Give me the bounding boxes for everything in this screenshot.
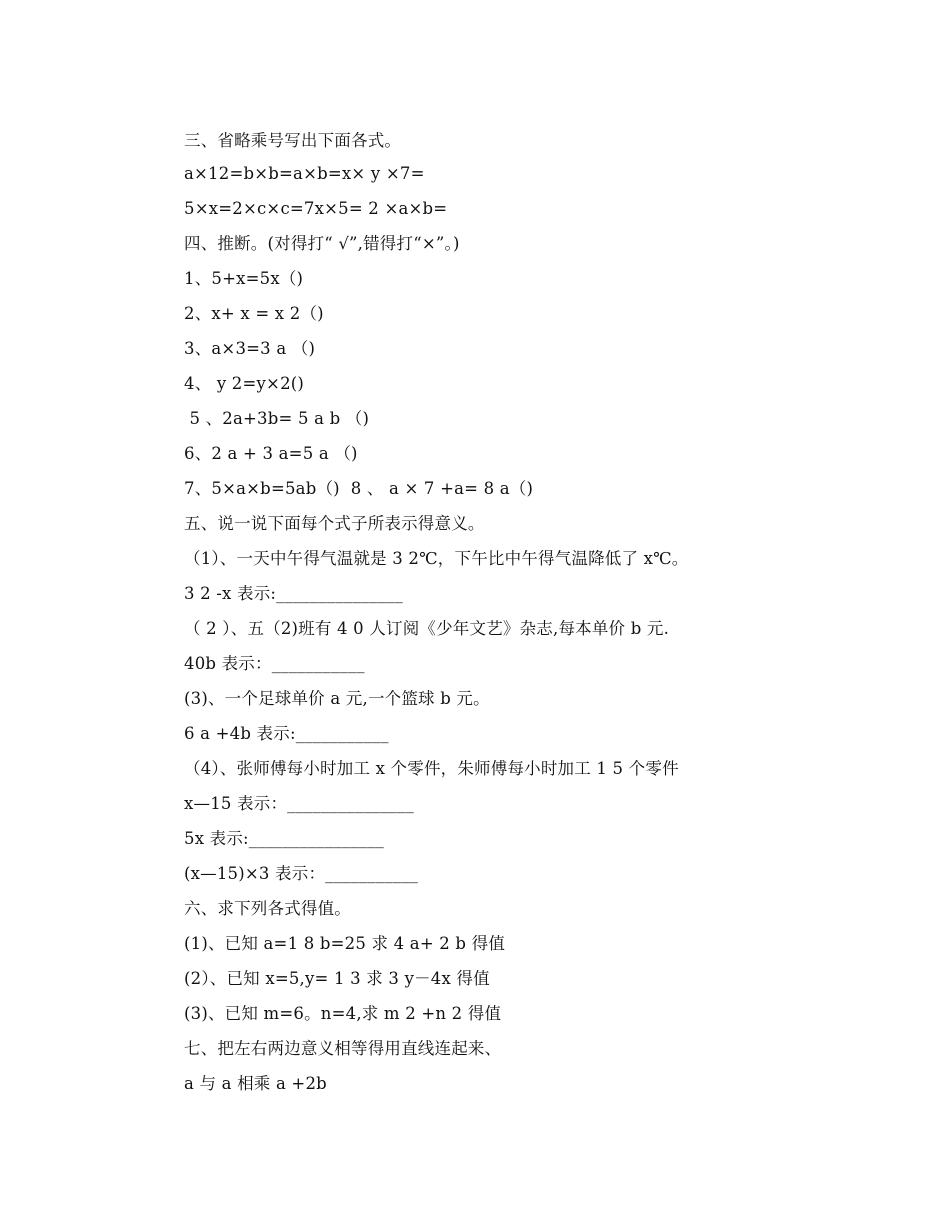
section-3-expressions-row-1: a×12=b×b=a×b=x× y ×7=: [184, 164, 425, 183]
section-6-q1: (1)、已知 a=1 8 b=25 求 4 a+ 2 b 得值: [184, 934, 506, 953]
section-4-item-4: 4、 y 2=y×2(): [184, 374, 305, 393]
section-5-q4-answer-3: (x—15)×3 表示：___________: [184, 864, 419, 883]
section-5-q4-answer-1: x—15 表示：_______________: [184, 794, 414, 813]
section-6-q2: (2）、已知 x=5,y= 1 3 求 3 y－4x 得值: [184, 969, 490, 988]
section-5-heading: 五、说一说下面每个式子所表示得意义。: [184, 514, 485, 533]
section-4-item-2: 2、x+ x = x 2（): [184, 304, 324, 323]
section-5-q2-answer: 40b 表示：___________: [184, 654, 365, 673]
section-4-item-7-8: 7、5×a×b=5ab（) 8 、 a × 7 +a= 8 a（): [184, 479, 534, 498]
section-6-heading: 六、求下列各式得值。: [184, 899, 351, 918]
section-5-q3-answer: 6 a +4b 表示:___________: [184, 724, 389, 743]
section-4-item-5: 5 、2a+3b= 5 a b （): [184, 409, 370, 428]
section-5-q1-answer: 3 2 -x 表示:_______________: [184, 584, 403, 603]
section-5-q3: (3)、一个足球单价 a 元,一个篮球 b 元。: [184, 689, 490, 708]
section-4-item-6: 6、2 a + 3 a=5 a （): [184, 444, 358, 463]
section-7-item-1: a 与 a 相乘 a +2b: [184, 1074, 327, 1093]
section-4-heading: 四、推断。(对得打“ √”,错得打“×”。): [184, 234, 460, 253]
section-6-q3: (3)、已知 m=6。n=4,求 m 2 +n 2 得值: [184, 1004, 502, 1023]
section-7-heading: 七、把左右两边意义相等得用直线连起来、: [184, 1039, 502, 1058]
section-5-q1: （1）、一天中午得气温就是 3 2℃，下午比中午得气温降低了 x℃。: [184, 549, 689, 568]
section-5-q2: （ 2 ）、五（2)班有 4 0 人订阅《少年文艺》杂志,每本单价 b 元.: [184, 619, 670, 638]
section-3-expressions-row-2: 5×x=2×c×c=7x×5= 2 ×a×b=: [184, 199, 448, 218]
section-5-q4-answer-2: 5x 表示:________________: [184, 829, 385, 848]
section-4-item-3: 3、a×3=3 a （): [184, 339, 316, 358]
section-3-heading: 三、省略乘号写出下面各式。: [184, 131, 402, 150]
section-4-item-1: 1、5+x=5x（): [184, 269, 304, 288]
section-5-q4: （4）、张师傅每小时加工 x 个零件，朱师傅每小时加工 1 5 个零件: [184, 759, 679, 778]
